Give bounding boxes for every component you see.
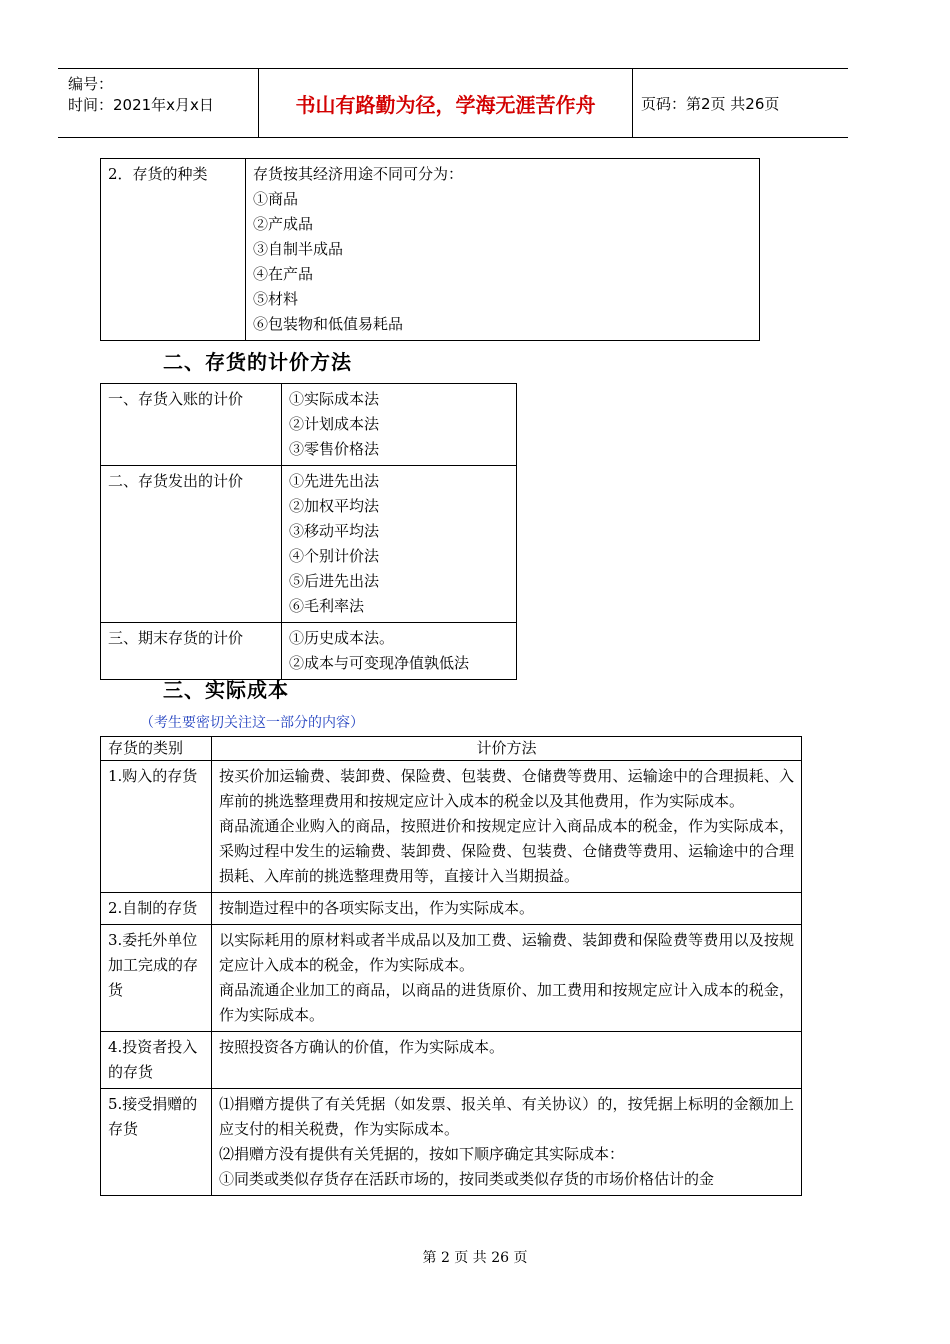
paragraph: ①同类或类似存货存在活跃市场的，按同类或类似存货的市场价格估计的金 [219, 1170, 715, 1188]
list-item: ②产成品 [253, 215, 314, 233]
table-row [101, 623, 517, 680]
list-item: ①实际成本法 [289, 390, 380, 408]
list-item: ⑤后进先出法 [289, 572, 380, 590]
row-content [212, 925, 802, 1032]
paragraph: 按制造过程中的各项实际支出，作为实际成本。 [219, 899, 535, 917]
row-items [282, 623, 517, 680]
row-items [282, 384, 517, 466]
list-item: ②成本与可变现净值孰低法 [289, 654, 470, 672]
inventory-types-label: 2．存货的种类 [101, 159, 246, 341]
table-header-row [101, 737, 802, 761]
list-item: ⑥毛利率法 [289, 597, 365, 615]
list-item: ③零售价格法 [289, 440, 380, 458]
table-row [101, 1089, 802, 1196]
column-header-method: 计价方法 [212, 737, 802, 761]
paragraph: 商品流通企业加工的商品，以商品的进货原价、加工费用和按规定应计入成本的税金，作为实际成本。 [219, 981, 794, 1024]
paragraph: ⑴捐赠方提供了有关凭据（如发票、报关单、有关协议）的，按凭据上标明的金额加上应支付的相关税费，作为实际成本。 [219, 1095, 794, 1138]
table-row [101, 925, 802, 1032]
header-motto: 书山有路勤为径，学海无涯苦作舟 [259, 69, 633, 137]
list-item: ①先进先出法 [289, 472, 380, 490]
section-2-title: 二、存货的计价方法 [163, 350, 352, 374]
row-label: 1.购入的存货 [101, 761, 212, 893]
valuation-methods-table [100, 383, 517, 680]
table-row [101, 466, 517, 623]
list-item: ⑤材料 [253, 290, 299, 308]
list-item: ④个别计价法 [289, 547, 380, 565]
section-3-note: （考生要密切关注这一部分的内容） [140, 715, 364, 731]
list-item: ②计划成本法 [289, 415, 380, 433]
paragraph: ⑵捐赠方没有提供有关凭据的，按如下顺序确定其实际成本： [219, 1145, 625, 1163]
row-content [212, 893, 802, 925]
list-item: ④在产品 [253, 265, 314, 283]
row-items [282, 466, 517, 623]
list-item: ①商品 [253, 190, 299, 208]
paragraph: 以实际耗用的原材料或者半成品以及加工费、运输费、装卸费和保险费等费用以及按规定应计入成本的税金，作为实际成本。 [219, 931, 794, 974]
time-label: 时间：2021年x月x日 [68, 96, 214, 114]
section-3-title: 三、实际成本 [163, 678, 289, 702]
table-row [101, 384, 517, 466]
list-item: ①历史成本法。 [289, 629, 395, 647]
row-content [212, 761, 802, 893]
header-meta-cell [58, 69, 259, 137]
inventory-types-content [246, 159, 760, 341]
paragraph: 商品流通企业购入的商品，按照进价和按规定应计入商品成本的税金，作为实际成本，采购过程中发生的运输费、装卸费、保险费、包装费、仓储费等费用、运输途中的合理损耗、入库前的挑选整理费用等，直接计入当期损益。 [219, 817, 794, 885]
paragraph: 按照投资各方确认的价值，作为实际成本。 [219, 1038, 505, 1056]
paragraph: 按买价加运输费、装卸费、保险费、包装费、仓储费等费用、运输途中的合理损耗、入库前的挑选整理费用和按规定应计入成本的税金以及其他费用，作为实际成本。 [219, 767, 794, 810]
header-page-label: 页码：第2页 共26页 [641, 94, 780, 113]
row-label: 一、存货入账的计价 [101, 384, 282, 466]
table-row [101, 761, 802, 893]
actual-cost-table [100, 736, 802, 1196]
table-row [101, 1032, 802, 1089]
row-content [212, 1089, 802, 1196]
list-item: ③自制半成品 [253, 240, 344, 258]
list-item: ②加权平均法 [289, 497, 380, 515]
row-label: 2.自制的存货 [101, 893, 212, 925]
row-label: 5.接受捐赠的存货 [101, 1089, 212, 1196]
row-label: 二、存货发出的计价 [101, 466, 282, 623]
number-label: 编号： [68, 75, 114, 93]
row-content [212, 1032, 802, 1089]
row-label: 3.委托外单位加工完成的存货 [101, 925, 212, 1032]
list-item: ③移动平均法 [289, 522, 380, 540]
column-header-category: 存货的类别 [101, 737, 212, 761]
page-header [58, 68, 848, 138]
inventory-types-table [100, 158, 760, 341]
list-item: ⑥包装物和低值易耗品 [253, 315, 404, 333]
row-label: 三、期末存货的计价 [101, 623, 282, 680]
table-row [101, 893, 802, 925]
page-footer: 第 2 页 共 26 页 [422, 1250, 528, 1266]
row-label: 4.投资者投入的存货 [101, 1032, 212, 1089]
list-item: 存货按其经济用途不同可分为： [253, 165, 464, 183]
